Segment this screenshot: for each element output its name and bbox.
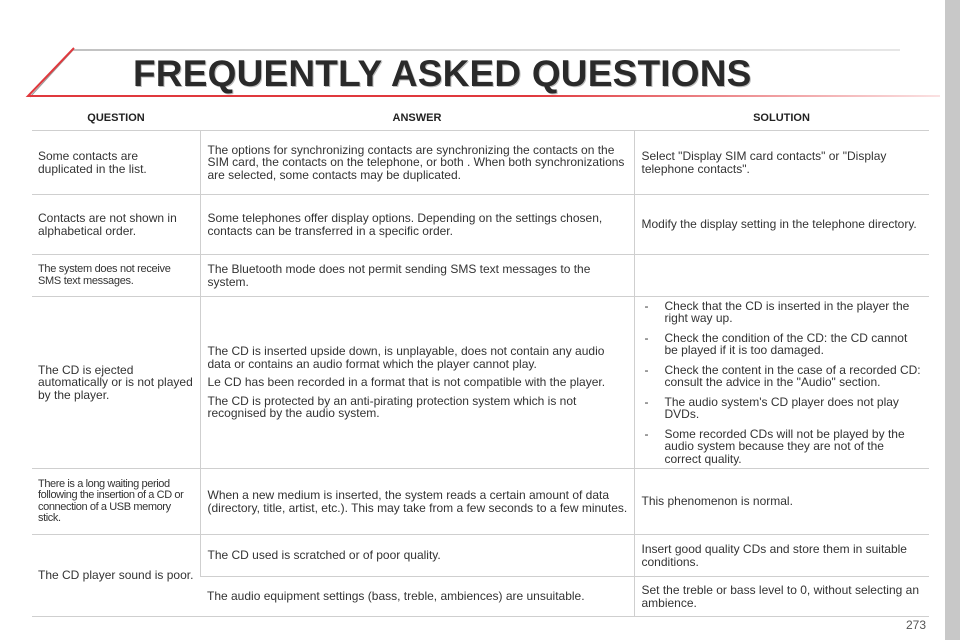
answer-text: The CD used is scratched or of poor quality. (207, 548, 441, 563)
question-cell: There is a long waiting period following the insertion of a CD or connection of a USB memory stick. (32, 469, 200, 535)
question-cell: The CD is ejected automatically or is not played by the player. (32, 297, 200, 469)
page-title: FREQUENTLY ASKED QUESTIONS (133, 53, 752, 94)
question-cell: Some contacts are duplicated in the list. (32, 131, 200, 195)
solution-cell: This phenomenon is normal. (634, 469, 929, 535)
table-row (32, 255, 929, 297)
answer-cell (200, 469, 634, 535)
solution-list (642, 300, 924, 466)
table-row (32, 195, 929, 255)
answer-cell (200, 255, 634, 297)
question-cell: Contacts are not shown in alphabetical order. (32, 195, 200, 255)
answer-cell (200, 195, 634, 255)
solution-list-item: - Check the condition of the CD: the CD cannot be played if it is too damaged. (642, 332, 924, 357)
solution-cell: Modify the display setting in the telephone directory. (634, 195, 929, 255)
answer-text: The CD is protected by an anti-pirating protection system which is not recognised by the audio system. (207, 393, 577, 421)
table-row (32, 535, 929, 577)
column-header-question: QUESTION (32, 106, 200, 131)
page-edge-bar (945, 0, 960, 640)
answer-text: The Bluetooth mode does not permit sending SMS text messages to the system. (207, 262, 591, 289)
answer-text: The CD is inserted upside down, is unplayable, does not contain any audio data or contains an audio format which the player cannot play. (207, 344, 605, 371)
answer-cell (200, 131, 634, 195)
answer-text: Some telephones offer display options. Depending on the settings chosen, contacts can be transferred in a specific order. (207, 211, 603, 238)
answer-cell (200, 535, 634, 577)
question-cell: The system does not receive SMS text messages. (32, 255, 200, 297)
solution-list-item: - Check the content in the case of a recorded CD: consult the advice in the "Audio" section. (642, 364, 924, 389)
answer-text: When a new medium is inserted, the system reads a certain amount of data (directory, title, artist, etc.). This may take from a few seconds to a few minutes. (207, 488, 628, 515)
table-row (32, 297, 929, 469)
solution-list-item: - Check that the CD is inserted in the player the right way up. (642, 300, 924, 325)
answer-text: The audio equipment settings (bass, treble, ambiences) are unsuitable. (207, 589, 585, 604)
answer-cell (200, 577, 634, 617)
table-row (32, 131, 929, 195)
table-row (32, 469, 929, 535)
solution-cell: Set the treble or bass level to 0, without selecting an ambience. (634, 577, 929, 617)
column-header-answer: ANSWER (200, 106, 634, 131)
solution-cell (634, 297, 929, 469)
page-number: 273 (906, 618, 927, 632)
solution-list-item: - The audio system's CD player does not play DVDs. (642, 396, 924, 421)
answer-cell (200, 297, 634, 469)
table-header-row (32, 106, 929, 131)
solution-cell: Select "Display SIM card contacts" or "Display telephone contacts". (634, 131, 929, 195)
faq-table (32, 106, 929, 617)
solution-list-item: - Some recorded CDs will not be played by the audio system because they are not of the correct quality. (642, 428, 924, 466)
solution-cell (634, 255, 929, 297)
column-header-solution: SOLUTION (634, 106, 929, 131)
answer-text: Le CD has been recorded in a format that is not compatible with the player. (207, 375, 606, 390)
answer-text: The options for synchronizing contacts are synchronizing the contacts on the SIM card, the contacts on the telephone, or both . When both synchronizations are selected, some contacts may be duplicated. (207, 142, 625, 182)
solution-cell: Insert good quality CDs and store them in suitable conditions. (634, 535, 929, 577)
question-cell: The CD player sound is poor. (32, 535, 200, 617)
